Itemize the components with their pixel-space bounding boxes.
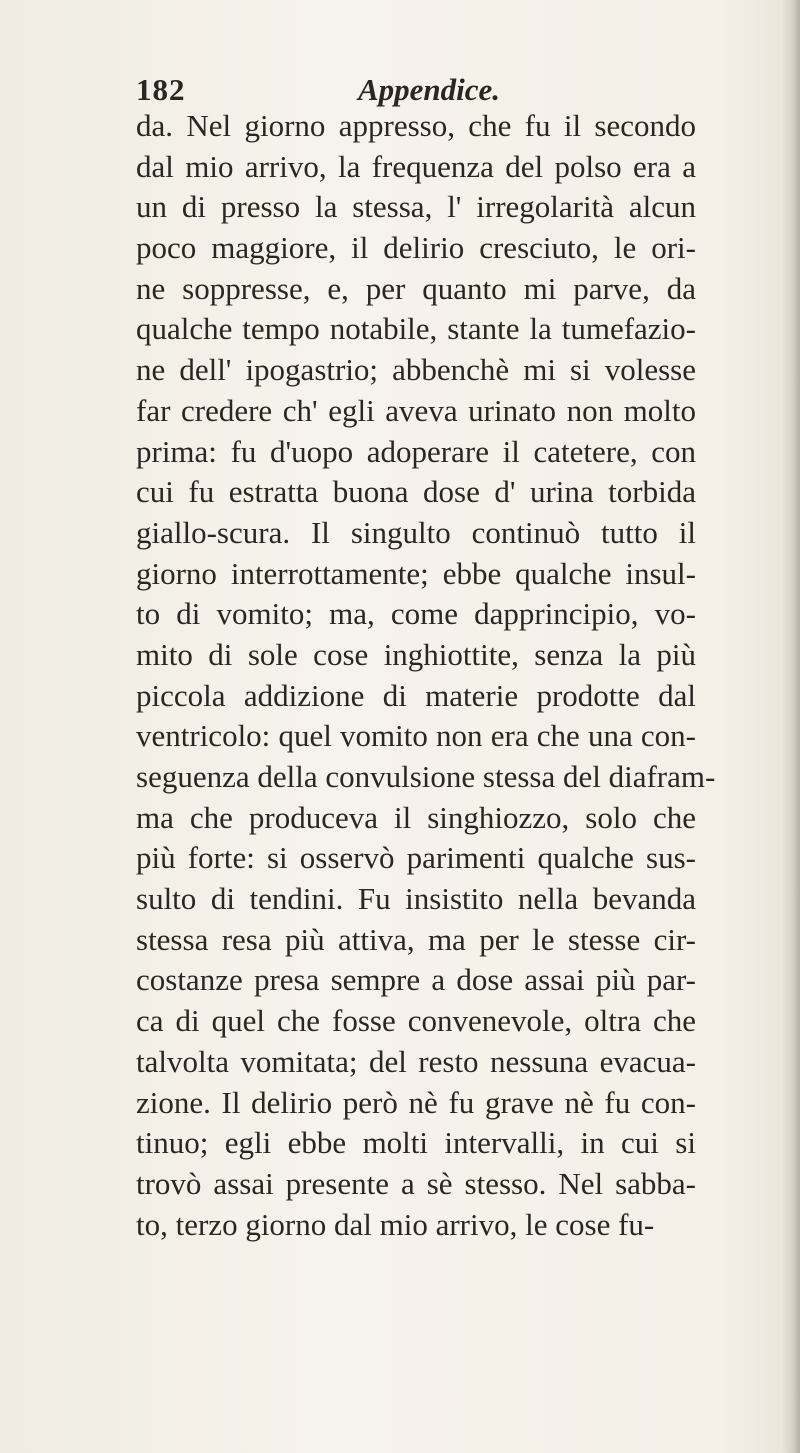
text-line: qualche tempo notabile, stante la tumefazio- <box>136 311 696 347</box>
text-line: giorno interrottamente; ebbe qualche insul- <box>136 555 696 591</box>
text-line: to, terzo giorno dal mio arrivo, le cose fu- <box>136 1206 655 1242</box>
text-line: ma che produceva il singhiozzo, solo che <box>136 799 696 835</box>
text-line: zione. Il delirio però nè fu grave nè fu con- <box>136 1084 696 1120</box>
text-line: piccola addizione di materie prodotte dal <box>136 677 696 713</box>
text-line: cui fu estratta buona dose d' urina torbida <box>136 474 696 510</box>
text-line: sulto di tendini. Fu insistito nella bevanda <box>136 881 696 917</box>
text-line: più forte: si osservò parimenti qualche sus- <box>136 840 696 876</box>
text-line: prima: fu d'uopo adoperare il catetere, con <box>136 433 696 469</box>
text-line: mito di sole cose inghiottite, senza la più <box>136 636 696 672</box>
text-line: seguenza della convulsione stessa del diafram- <box>136 759 716 794</box>
body-text <box>136 106 716 1245</box>
text-line: stessa resa più attiva, ma per le stesse cir- <box>136 921 696 957</box>
text-line: ca di quel che fosse convenevole, oltra che <box>136 1003 696 1039</box>
text-line: da. Nel giorno appresso, che fu il secondo <box>136 108 696 143</box>
text-line: ventricolo: quel vomito non era che una con- <box>136 718 696 754</box>
page-number: 182 <box>136 72 186 107</box>
text-line: giallo-scura. Il singulto continuò tutto il <box>136 514 696 550</box>
text-line: tinuo; egli ebbe molti intervalli, in cui si <box>136 1125 696 1161</box>
text-line: far credere ch' egli aveva urinato non molto <box>136 392 696 428</box>
page-edge-shadow <box>782 0 800 1453</box>
text-line: trovò assai presente a sè stesso. Nel sabba- <box>136 1165 696 1201</box>
text-line: ne dell' ipogastrio; abbenchè mi si volesse <box>136 352 696 388</box>
running-title: Appendice. <box>358 72 501 107</box>
text-line: un di presso la stessa, l' irregolarità alcun <box>136 189 696 225</box>
text-line: ne soppresse, e, per quanto mi parve, da <box>136 270 696 306</box>
text-line: dal mio arrivo, la frequenza del polso era a <box>136 148 696 184</box>
text-line: talvolta vomitata; del resto nessuna evacua- <box>136 1043 696 1079</box>
text-line: poco maggiore, il delirio cresciuto, le ori- <box>136 230 696 266</box>
text-line: costanze presa sempre a dose assai più par- <box>136 962 696 998</box>
text-line: to di vomito; ma, come dapprincipio, vo- <box>136 596 696 632</box>
